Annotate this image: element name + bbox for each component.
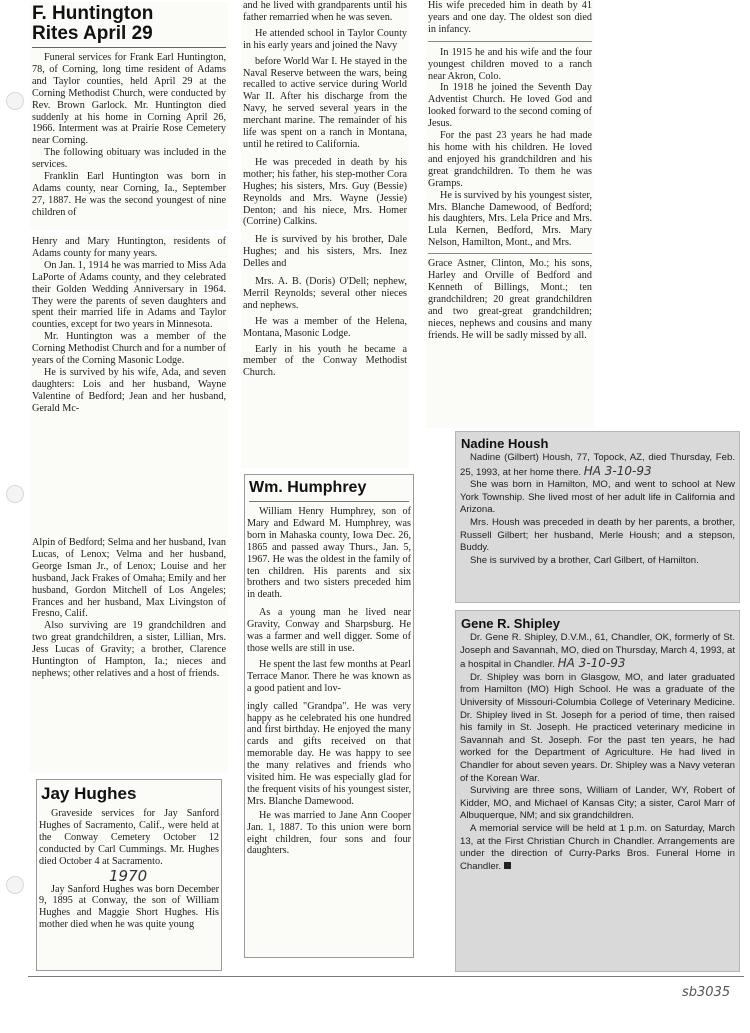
binder-hole (6, 92, 24, 110)
binder-hole (6, 485, 24, 503)
shipley-headline: Gene R. Shipley (461, 616, 560, 631)
humphrey-clipping (244, 474, 414, 958)
humphrey-article: William Henry Humphrey, son of Mary and Edward M. Humphrey, was born in Mahaska county, Iowa Dec. 26, 1865 and passed away Thurs., Jan. 5, 1967. He was the oldest in the family of ten children. His parents and six brothers and two sisters preceded him in death. As a young man he lived near Gravity, Conway and Sharpsburg. He was a farmer and well digger. Some of those wells are still in use. He spent the last few months at Pearl Terrace Manor. There he was known as a good patient and lov- ingly called "Grandpa". He was very happy as he celebrated his one hundred and first birthday. He enjoyed the many cards and gifts received on that memorable day. He was happy to see the many relatives and friends who visited him. He was especially glad for the frequent visits of his youngest sister, Mrs. Blanche Damewood. He was married to Jane Ann Cooper Jan. 1, 1887. To this union were born eight children, four sons and four daughters. (247, 506, 411, 857)
hughes-clipping-cont (241, 0, 409, 468)
huntington-article-col1c: Alpin of Bedford; Selma and her husband, Ivan Lucas, of Lenox; Velma and her husband, George Isman Jr., of Lenox; Louise and her husband, Jack Frakes of Omaha; Emily and her husband, Gordon Mitchell of Los Angeles; Frances and her husband, Max Livingston of Fresno, Calif. Also surviving are 19 grandchildren and two great grandchildren, a sister, Lillian, Mrs. Jess Lucas of Gravity; a brother, Clarence Huntington of Hampton, Ia.; nieces and nephews; other relatives and a host of friends. (32, 537, 226, 679)
handwritten-year: 1970 (109, 866, 148, 885)
handwritten-date: HA 3-10-93 (583, 463, 652, 478)
huntington-headline: F. Huntington Rites April 29 (32, 3, 154, 44)
humphrey-headline: Wm. Humphrey (249, 479, 367, 496)
end-mark-icon (504, 862, 511, 869)
huntington-clipping-cont2 (30, 537, 228, 773)
housh-clipping (455, 431, 740, 603)
huntington-clipping-top (30, 2, 228, 230)
huntington-article-col1b: Henry and Mary Huntington, residents of Adams county for many years. On Jan. 1, 1914 he was married to Miss Ada LaPorte of Adams county, and they celebrated their Golden Wedding Anniversary in 1964. They were the parents of seven daughters and spent their married life in Adams and Taylor counties, except for two years in Minnesota. Mr. Huntington was a member of the Corning Methodist Church and for a number of years of the Corning Masonic Lodge. He is survived by his wife, Ada, and seven daughters: Lois and her husband, Wayne Valentine of Bedford; Jean and her husband, Gerald Mc- (32, 236, 226, 414)
housh-article: Nadine (Gilbert) Housh, 77, Topock, AZ, died Thursday, Feb. 25, 1993, at her home there. HA 3-10-93 She was born in Hamilton, MO, and went to school at New York Township. She lived most of her adult life in California and Arizona. Mrs. Housh was preceded in death by her parents, a brother, Russell Gilbert; her husband, Merle Housh; and a stepson, Buddy. She is survived by a brother, Carl Gilbert, of Hamilton. (460, 452, 735, 566)
humphrey-article-col3: His wife preceded him in death by 41 years and one day. The oldest son died in infancy. In 1915 he and his wife and the four youngest children moved to a ranch near Akron, Colo. In 1918 he joined the Seventh Day Adventist Church. He loved God and looked forward to the second coming of Jesus. For the past 23 years he had made his home with his children. He loved and enjoyed his grandchildren and his great grandchildren. To them he was Gramps. He is survived by his youngest sister, Mrs. Blanche Damewood, of Bedford; his daughters, Mrs. Lela Price and Mrs. Lula Kernen, Bedford, Mrs. Mary Nelson, Hamilton, Mont., and Mrs. Grace Astner, Clinton, Mo.; his sons, Harley and Orville of Bedford and Kenneth of Billings, Mont.; ten grandchildren; 20 great grandchildren and two great-great grandchildren; nieces, nephews and cousins and many friends. He will be sadly missed by all. (428, 0, 592, 341)
headline-rule (249, 501, 409, 502)
hughes-headline: Jay Hughes (41, 784, 137, 803)
page-id-stamp: sb3035 (682, 985, 731, 1000)
hughes-article-col2: and he lived with grandparents until his father remarried when he was seven. He attended school in Taylor County in his early years and joined the Navy before World War I. He stayed in the Naval Reserve between the wars, being recalled to active service during World War II. After his discharge from the Navy, he served several years in the merchant marine. The remainder of his life was spent on a ranch in Montana, until he retired to California. He was preceded in death by his mother; his father, his step-mother Cora Hughes; his sisters, Mrs. Guy (Bessie) Reynolds and Mrs. Wayne (Jessie) Denton; and his niece, Mrs. Homer (Corrine) Calkins. He is survived by his brother, Dale Hughes; and his sisters, Mrs. Inez Delles and Mrs. A. B. (Doris) O'Dell; nephew, Merril Reynolds; several other nieces and nephews. He was a member of the Helena, Montana, Masonic Lodge. Early in his youth he became a member of the Conway Methodist Church. (243, 0, 407, 379)
huntington-article-col1a: Funeral services for Frank Earl Huntington, 78, of Corning, long time resident of Adams and Taylor counties, held April 29 at the Corning Methodist Church, were conducted by Rev. Brown Garlock. Mr. Huntington died suddenly at his home in Corning April 26, 1966. Interment was at Prairie Rose Cemetery near Corning. The following obituary was included in the services. Franklin Earl Huntington was born in Adams county, near Corning, Ia., September 27, 1887. He was the second youngest of nine children of (32, 52, 226, 218)
page-bottom-rule (28, 976, 744, 977)
handwritten-date: HA 3-10-93 (557, 656, 626, 671)
hughes-clipping (36, 779, 222, 971)
shipley-article: Dr. Gene R. Shipley, D.V.M., 61, Chandler, OK, formerly of St. Joseph and Savannah, MO, died on Thursday, March 4, 1993, at a hospital in Chandler. HA 3-10-93 Dr. Shipley was born in Glasgow, MO, and later graduated from Hamilton (MO) High School. He was a graduate of the University of Missouri-Columbia College of Veterinary Medicine. Dr. Shipley lived in St. Joseph for a period of time, then raised his family in St. Joseph. He practiced veterinary medicine in Savannah and St. Joseph. For the past ten years, he had worked for the Department of Agriculture. He had lived in Chandler for about seven years. Dr. Shipley was a Navy veteran of the Korean War. Surviving are three sons, William of Lander, WY, Robert of Kidder, MO, and Michael of Kansas City; a sister, Carol Marr of Albuquerque, NM; and six grandchildren. A memorial service will be held at 1 p.m. on Saturday, March 13, at the First Christian Church in Chandler. Arrangements are under the direction of Curry-Parks Bros. Funeral Home in Chandler. (460, 632, 735, 872)
divider (428, 41, 592, 42)
headline-rule (32, 47, 226, 48)
binder-hole (6, 876, 24, 894)
divider (428, 253, 592, 254)
housh-headline: Nadine Housh (461, 436, 549, 451)
humphrey-clipping-cont (426, 0, 594, 428)
hughes-article: Graveside services for Jay Sanford Hughes of Sacramento, Calif., were held at the Conway Cemetery October 12 conducted by Carl Cummings. Mr. Hughes died October 4 at Sacramento. 1970 Jay Sanford Hughes was born December 9, 1895 at Conway, the son of William Hughes and Maggie Short Hughes. His mother died when he was quite young (39, 808, 219, 931)
shipley-clipping (455, 610, 740, 972)
